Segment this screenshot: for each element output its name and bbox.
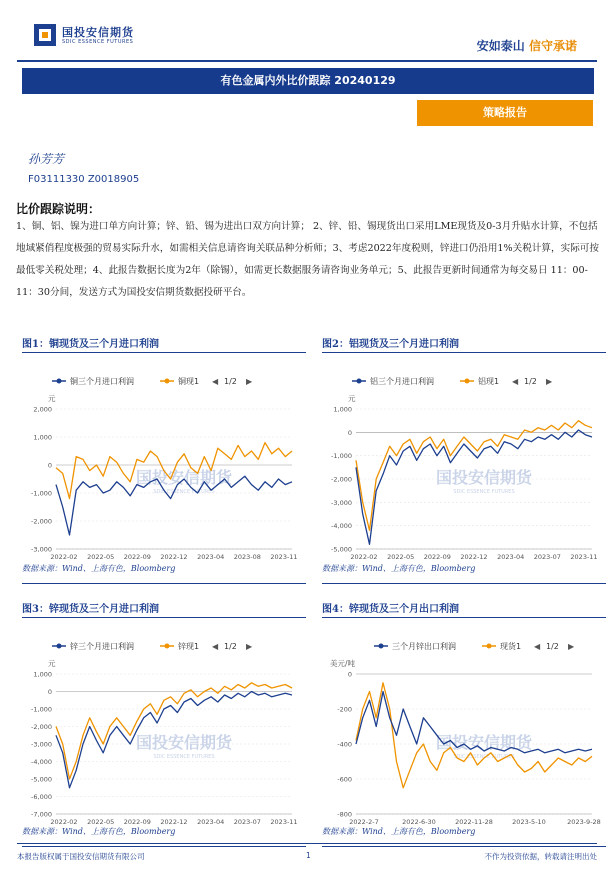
y-tick-label: -1,000 [31,489,52,498]
watermark-text-en: SDIC ESSENCE FUTURES [453,489,515,495]
chart-legend [52,641,253,651]
legend-page-indicator: 1/2 [546,642,559,651]
slogan-part-b: 信守承诺 [528,39,577,53]
figure-source: 数据来源：Wind、上海有色，Bloomberg [322,827,476,836]
figure-title: 图1：铜现货及三个月进口利润 [22,339,159,350]
legend-label-series-2: 铝现1 [478,377,500,386]
section-title: 比价跟踪说明： [16,202,101,216]
figure-divider [322,352,606,353]
legend-marker-series-2 [165,644,170,649]
watermark-text: 国投安信期货 [135,468,233,487]
legend-label-series-1: 铝三个月进口利润 [370,377,434,386]
y-tick-label: -3,000 [31,740,52,749]
report-tag: 策略报告 [417,100,593,126]
x-tick-label: 2022-12 [160,818,188,826]
y-tick-label: -3,000 [331,498,352,507]
x-tick-label: 2022-09 [123,818,151,826]
y-tick-label: -600 [337,775,352,784]
chart-legend [374,641,575,651]
chart-svg [22,622,306,828]
x-tick-label: 2022-05 [387,553,415,561]
logo-text-cn: 国投安信期货 [62,26,134,39]
watermark-text-en: SDIC ESSENCE FUTURES [453,754,515,760]
x-tick-label: 2023-9-28 [567,818,601,826]
footer-copyright: 本报告版权属于国投安信期货有限公司 [17,852,145,861]
figure-source: 数据来源：Wind、上海有色，Bloomberg [22,564,176,573]
x-tick-label: 2022-12 [460,553,488,561]
y-tick-label: 0 [47,688,52,696]
axis-unit: 美元/吨 [330,659,356,668]
figure-divider [22,617,306,618]
axis-unit: 元 [48,394,56,403]
x-tick-label: 2022-02 [350,553,378,561]
figure-title: 图4：锌现货及三个月出口利润 [322,604,459,615]
footer-divider [17,843,597,844]
x-tick-label: 2023-04 [497,553,525,561]
y-tick-label: 1,000 [333,405,352,414]
legend-marker-series-2 [465,379,470,384]
y-tick-label: -4,000 [31,758,52,766]
slogan-part-a: 安如泰山 [476,39,525,53]
author-codes: F03111330 Z0018905 [28,174,140,185]
x-tick-label: 2023-11 [270,553,298,561]
footer-disclaimer: 不作为投资依据，转载请注明出处 [484,852,597,861]
x-tick-label: 2023-07 [533,553,561,561]
legend-marker-series-2 [487,644,492,649]
legend-page-left-icon[interactable]: ◀ [534,642,541,651]
author-name: 孙芳芳 [28,152,65,166]
legend-label-series-2: 锌现1 [178,642,200,651]
company-logo-icon [34,24,56,46]
y-tick-label: -2,000 [31,723,52,731]
legend-page-indicator: 1/2 [524,377,537,386]
y-tick-label: 2,000 [33,405,52,414]
logo-text-en: SDIC ESSENCE FUTURES [62,39,134,45]
legend-marker-series-2 [165,379,170,384]
figure-title: 图2：铝现货及三个月进口利润 [322,339,459,350]
header-divider [17,60,597,62]
x-tick-label: 2023-07 [233,818,261,826]
watermark-text-en: SDIC ESSENCE FUTURES [153,754,215,760]
x-tick-label: 2022-2-7 [349,818,379,826]
x-tick-label: 2023-11 [270,818,298,826]
y-tick-label: -3,000 [31,545,52,554]
legend-marker-series-1 [357,379,362,384]
x-tick-label: 2023-04 [197,553,225,561]
legend-page-right-icon[interactable]: ▶ [246,642,253,651]
watermark-text: 国投安信期货 [435,733,533,752]
figure-divider [322,617,606,618]
y-tick-label: -400 [337,740,352,749]
watermark-text: 国投安信期货 [135,733,233,752]
y-tick-label: -2,000 [331,475,352,484]
figure-divider [22,352,306,353]
y-tick-label: -2,000 [31,517,52,526]
figure-source: 数据来源：Wind、上海有色，Bloomberg [322,564,476,573]
legend-label-series-1: 锌三个月进口利润 [70,642,134,651]
legend-marker-series-1 [379,644,384,649]
y-tick-label: 0 [47,461,52,470]
slogan [477,37,577,54]
figure-bottom-line [22,846,306,847]
legend-page-left-icon[interactable]: ◀ [212,642,219,651]
y-tick-label: -5,000 [31,775,52,784]
legend-label-series-2: 现货1 [500,642,522,651]
y-tick-label: 0 [347,670,352,679]
x-tick-label: 2023-04 [197,818,225,826]
figure-bottom-line [322,583,606,584]
legend-page-indicator: 1/2 [224,642,237,651]
chart-svg [322,622,606,828]
y-tick-label: -6,000 [31,793,52,801]
y-tick-label: -4,000 [331,522,352,531]
y-tick-label: -5,000 [331,545,352,554]
watermark-text-en: SDIC ESSENCE FUTURES [153,489,215,495]
legend-page-indicator: 1/2 [224,377,237,386]
x-tick-label: 2022-12 [160,553,188,561]
x-tick-label: 2022-05 [87,818,115,826]
y-tick-label: 0 [347,428,352,437]
legend-label-series-2: 铜现1 [178,377,200,386]
chart-legend [352,376,553,386]
figure-bottom-line [322,846,606,847]
report-title: 有色金属内外比价跟踪 20240129 [22,68,594,94]
chart-legend [52,376,253,386]
legend-page-right-icon[interactable]: ▶ [546,377,553,386]
x-tick-label: 2022-09 [123,553,151,561]
y-tick-label: -200 [337,705,352,714]
x-tick-label: 2022-09 [423,553,451,561]
section-body: 1、铜、铝、镍为进口单方向计算；锌、铅、锡为进出口双方向计算； 2、锌、铅、锡现货出口采用LME现货及0-3月升贴水计算，不包括地域紧俏程度极强的贸易实际升水，如需相关信息请咨询关联品种分析师；3、考虑2022年度税则，锌进口仍沿用1%关税计算，实际可按最低零关税处理；4、此报告数据长度为2年（除锡），如需更长数据服务请咨询业务单元；5、此报告更新时间通常为每交易日 11：00-11：30分间，发送方式为国投安信期货数据投研平台。 [16,221,599,298]
page-header [0,0,615,62]
y-tick-label: -7,000 [31,810,52,819]
x-tick-label: 2022-05 [87,553,115,561]
axis-unit: 元 [348,394,356,403]
x-tick-label: 2022-02 [50,553,78,561]
chart-svg [322,357,606,563]
x-tick-label: 2022-6-30 [402,818,436,826]
figure-source: 数据来源：Wind、上海有色，Bloomberg [22,827,176,836]
axis-unit: 元 [48,659,56,668]
x-tick-label: 2022-02 [50,818,78,826]
legend-marker-series-1 [57,379,62,384]
x-tick-label: 2023-11 [570,553,598,561]
x-tick-label: 2022-11-28 [455,818,493,826]
page-number: 1 [306,851,311,860]
figure-bottom-line [22,583,306,584]
legend-page-left-icon[interactable]: ◀ [212,377,219,386]
figure-title: 图3：锌现货及三个月进口利润 [22,604,159,615]
legend-page-right-icon[interactable]: ▶ [568,642,575,651]
legend-label-series-1: 三个月锌出口利润 [392,642,456,651]
watermark-text: 国投安信期货 [435,468,533,487]
x-tick-label: 2023-5-10 [512,818,546,826]
y-tick-label: 1,000 [33,670,52,679]
legend-page-left-icon[interactable]: ◀ [512,377,519,386]
y-tick-label: -800 [337,810,352,819]
legend-page-right-icon[interactable]: ▶ [246,377,253,386]
chart-svg [22,357,306,563]
y-tick-label: -1,000 [331,452,352,461]
y-tick-label: -1,000 [31,705,52,714]
legend-marker-series-1 [57,644,62,649]
x-tick-label: 2023-08 [233,553,261,561]
y-tick-label: 1,000 [33,433,52,442]
legend-label-series-1: 铜三个月进口利润 [70,377,134,386]
